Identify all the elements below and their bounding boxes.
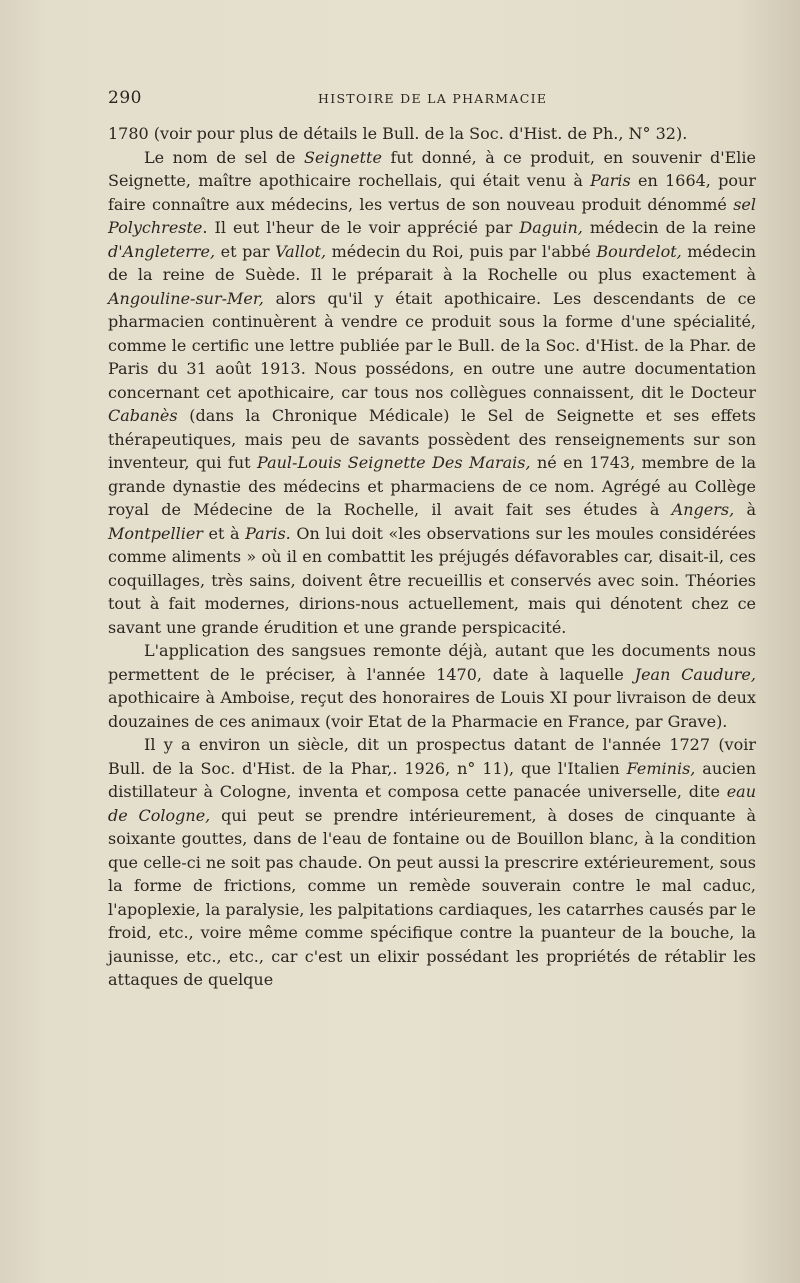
text-run: médecin de la reine [582,218,757,237]
italic-text-run: Paul-Louis Seignette Des Marais, [257,453,531,472]
text-run: et par [215,241,276,261]
paragraph [108,733,756,992]
text-run: aucien distillateur à Cologne, inventa et composa cette panacée universelle, dite [108,758,757,801]
paragraph [108,146,756,640]
italic-text-run: sel Polychreste [108,194,756,237]
text-run: né en 1743, membre de la grande dynastie des médecins et pharmaciens de ce nom. Agrégé au Collège royal de Médecine de la Rochelle, il avait fait ses études à [108,453,757,519]
running-head: HISTOIRE DE LA PHARMACIE [318,91,548,106]
italic-text-run: d'Angleterre, [108,241,216,261]
text-run: (dans la Chronique Médicale) le Sel de Seignette et ses effets thérapeutiques, mais peu de savants possèdent des renseignements sur son inventeur, qui fut [108,406,756,472]
paragraph [108,639,756,733]
italic-text-run: Vallot, [275,241,327,261]
text-run: 1780 (voir pour plus de détails le Bull. de la Soc. d'Hist. de Ph., N° 32). [108,124,688,143]
italic-text-run: Angouline-sur-Mer, [108,288,264,308]
text-run: On lui doit «les observations sur les moules considérées comme aliments » où il en combattit les préjugés défavorables car, disait-il, ces coquillages, très sains, doivent être recueillis et conservés avec soin. Théories tout à fait modernes, dirions-nous actuellement, mais qui dénotent chez ce savant une grande érudition et une grande perspicacité. [108,523,756,637]
text-run: qui peut se prendre intérieurement, à doses de cinquante à soixante gouttes, dans de l'eau de fontaine ou de Bouillon blanc, à la condition que celle-ci ne soit pas chaude. On peut aussi la prescrire extérieurement, sous la forme de frictions, comme un remède souverain contre le mal caduc, l'apoplexie, la paralysie, les palpitations cardiaques, les catarrhes causés par le froid, etc., voire même comme spécifique contre la puanteur de la bouche, la jaunisse, etc., etc., car c'est un elixir possédant les propriétés de rétablir les attaques de quelque [108,805,756,989]
italic-text-run: Daguin, [519,218,583,237]
text-run: à [734,500,757,519]
text-run: alors qu'il y était apothicaire. Les descendants de ce pharmacien continuèrent à vendre ce produit sous la forme d'une spécialité, comme le certific une lettre publiée par le Bull. de la Soc. d'Hist. de la Phar. de Paris du 31 août 1913. Nous possédons, en outre une autre documentation concernant cet apothicaire, car tous nos collègues connaissent, dit le Docteur [108,288,756,402]
paragraph [108,122,756,146]
italic-text-run: Angers, [671,500,735,519]
page-header [108,84,758,114]
text-run: et à [202,523,246,543]
text-run: médecin du Roi, puis par l'abbé [326,241,597,261]
text-run: apothicaire à Amboise, reçut des honoraires de Louis XI pour livraison de deux douzaines de ces animaux (voir Etat de la Pharmacie en France, par Grave). [108,688,756,731]
page-number: 290 [108,88,142,108]
italic-text-run: Paris [590,171,631,190]
text-run: médecin de la reine de Suède. Il le préparait à la Rochelle ou plus exactement à [108,241,757,284]
italic-text-run: Cabanès [108,406,178,425]
italic-text-run: Bourdelot, [596,241,682,261]
italic-text-run: Montpellier [108,523,203,543]
body-text [108,122,756,992]
italic-text-run: Seignette [304,147,382,167]
italic-text-run: eau de Cologne, [108,782,756,825]
text-run: fut donné, à ce produit, en souvenir d'Elie Seignette, maître apothicaire rochellais, qui était venu à [108,147,757,190]
text-run: Le nom de sel de [144,147,305,167]
text-run: Il y a environ un siècle, dit un prospectus datant de l'année 1727 (voir Bull. de la Soc. d'Hist. de la Phar,. 1926, n° 11), que l'Italien [108,735,756,778]
text-run: . Il eut l'heur de le voir apprécié par [202,218,520,237]
text-run: L'application des sangsues remonte déjà, autant que les documents nous permettent de le préciser, à l'année 1470, date à laquelle [108,641,756,684]
italic-text-run: Jean Caudure, [634,664,756,684]
text-run: en 1664, pour faire connaître aux médecins, les vertus de son nouveau produit dénommé [108,171,757,214]
italic-text-run: Paris. [245,523,291,543]
italic-text-run: Feminis, [626,758,696,778]
